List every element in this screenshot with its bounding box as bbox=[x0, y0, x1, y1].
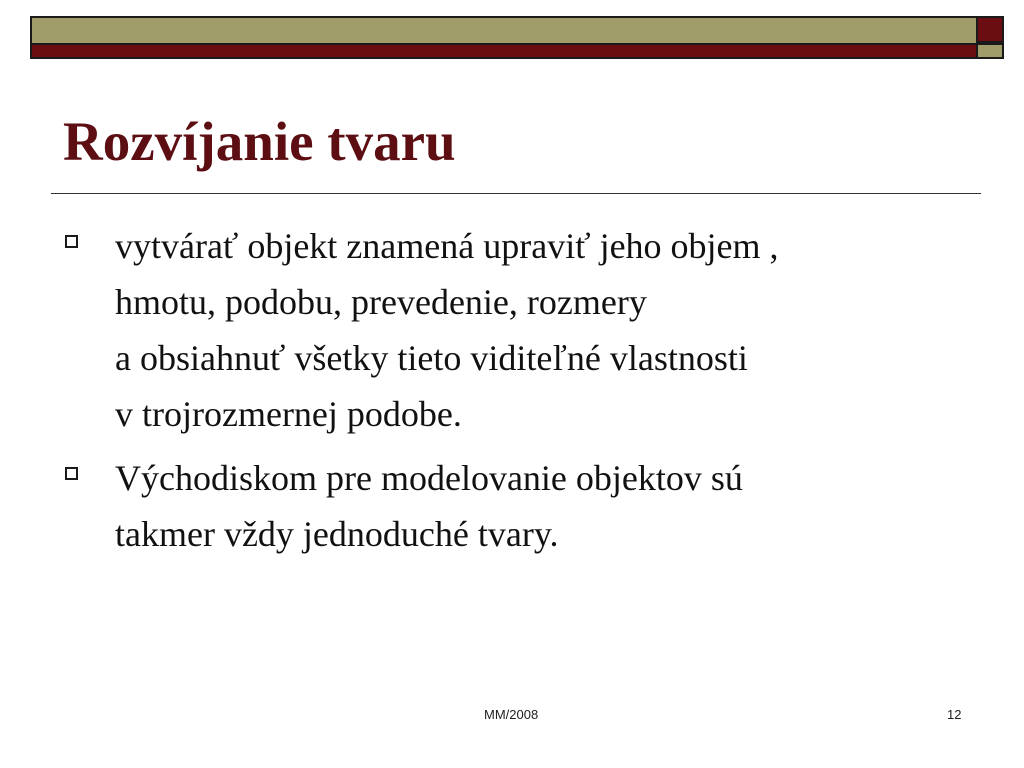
bullet-item bbox=[64, 450, 964, 562]
bullet-text-line: a obsiahnuť všetky tieto viditeľné vlastnosti bbox=[115, 338, 748, 378]
footer-date: MM/2008 bbox=[484, 707, 539, 722]
bullet-text-line: Východiskom pre modelovanie objektov sú bbox=[115, 458, 743, 498]
bullet-item bbox=[64, 218, 964, 442]
bullet-text-line: hmotu, podobu, prevedenie, rozmery bbox=[115, 282, 647, 322]
bullet-text-line: v trojrozmernej podobe. bbox=[115, 394, 462, 434]
hollow-square-bullet-icon bbox=[65, 235, 78, 248]
slide-title: Rozvíjanie tvaru bbox=[63, 111, 456, 172]
page-number: 12 bbox=[947, 707, 962, 722]
header-band-olive bbox=[30, 16, 978, 43]
hollow-square-bullet-icon bbox=[65, 467, 78, 480]
bullet-text-line: vytvárať objekt znamená upraviť jeho objem , bbox=[115, 226, 779, 266]
title-divider bbox=[51, 193, 981, 194]
bullet-text-line: takmer vždy jednoduché tvary. bbox=[115, 514, 559, 554]
header-corner-red bbox=[978, 16, 1004, 43]
header-band-red bbox=[30, 43, 978, 59]
bullet-list bbox=[64, 218, 964, 570]
header-corner-olive bbox=[978, 43, 1004, 59]
